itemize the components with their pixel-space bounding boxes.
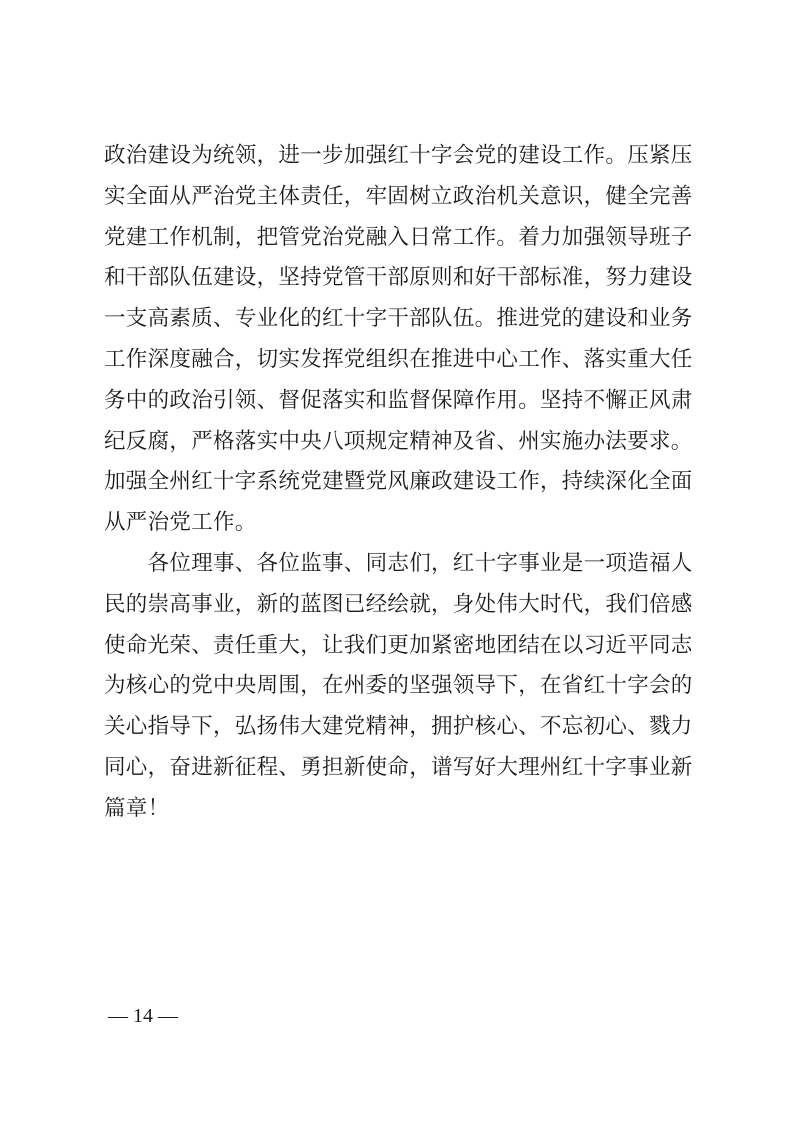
body-text: [104, 136, 704, 830]
text-line: 关心指导下，弘扬伟大建党精神，拥护核心、不忘初心、戮力: [104, 714, 693, 740]
text-line: 各位理事、各位监事、同志们，红十字事业是一项造福人: [104, 550, 693, 576]
text-line: 从严治党工作。: [104, 510, 257, 536]
text-line: 使命光荣、责任重大，让我们更加紧密地团结在以习近平同志: [104, 632, 693, 658]
text-line: 加强全州红十字系统党建暨党风廉政建设工作，持续深化全面: [104, 469, 693, 495]
text-line: 民的崇高事业，新的蓝图已经绘就，身处伟大时代，我们倍感: [104, 591, 693, 617]
text-line: 实全面从严治党主体责任，牢固树立政治机关意识，健全完善: [104, 183, 693, 209]
text-line: 为核心的党中央周围，在州委的坚强领导下，在省红十字会的: [104, 673, 693, 699]
text-line: 篇章！: [104, 795, 170, 821]
text-line: 一支高素质、专业化的红十字干部队伍。推进党的建设和业务: [104, 306, 693, 332]
text-line: 工作深度融合，切实发挥党组织在推进中心工作、落实重大任: [104, 346, 693, 372]
text-line: 和干部队伍建设，坚持党管干部原则和好干部标准，努力建设: [104, 265, 693, 291]
text-line: 政治建设为统领，进一步加强红十字会党的建设工作。压紧压: [104, 143, 693, 168]
text-line: 务中的政治引领、督促落实和监督保障作用。坚持不懈正风肃: [104, 387, 693, 413]
text-line: 纪反腐，严格落实中央八项规定精神及省、州实施办法要求。: [104, 428, 693, 454]
page-number: — 14 —: [108, 1005, 178, 1027]
text-line: 同心，奋进新征程、勇担新使命，谱写好大理州红十字事业新: [104, 754, 693, 780]
text-line: 党建工作机制，把管党治党融入日常工作。着力加强领导班子: [104, 224, 693, 250]
